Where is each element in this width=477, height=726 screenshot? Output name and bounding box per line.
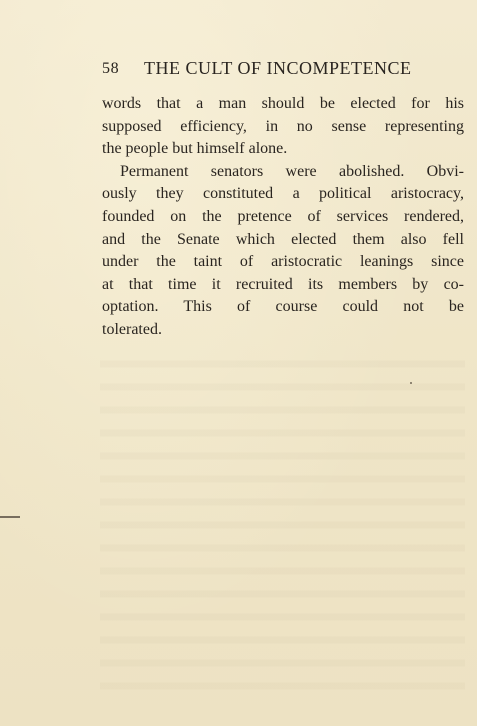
- text-line: words that a man should be elected for his: [102, 95, 464, 112]
- page-number: 58: [102, 60, 120, 77]
- text-line: optation. This of course could not be: [102, 298, 464, 316]
- text-line: under the taint of aristocratic leanings since: [102, 253, 464, 271]
- show-through-texture: [100, 345, 465, 705]
- text-line: ously they constituted a political aristocracy,: [102, 185, 464, 203]
- paragraph: [102, 93, 464, 161]
- text-line: the people but himself alone.: [102, 140, 288, 158]
- body-text: [102, 93, 464, 342]
- text-line: and the Senate which elected them also fell: [102, 230, 464, 248]
- paper-speck: [410, 382, 412, 384]
- margin-mark: [0, 516, 20, 518]
- text-line: tolerated.: [102, 320, 162, 338]
- paragraph: [102, 161, 464, 342]
- page-header: [102, 58, 464, 84]
- text-line: at that time it recruited its members by co-: [102, 275, 464, 293]
- text-line: supposed efficiency, in no sense representing: [102, 117, 464, 135]
- running-head: THE CULT OF INCOMPETENCE: [144, 58, 412, 78]
- text-line: founded on the pretence of services rendered,: [102, 207, 464, 225]
- text-line: Permanent senators were abolished. Obvi-: [120, 162, 464, 180]
